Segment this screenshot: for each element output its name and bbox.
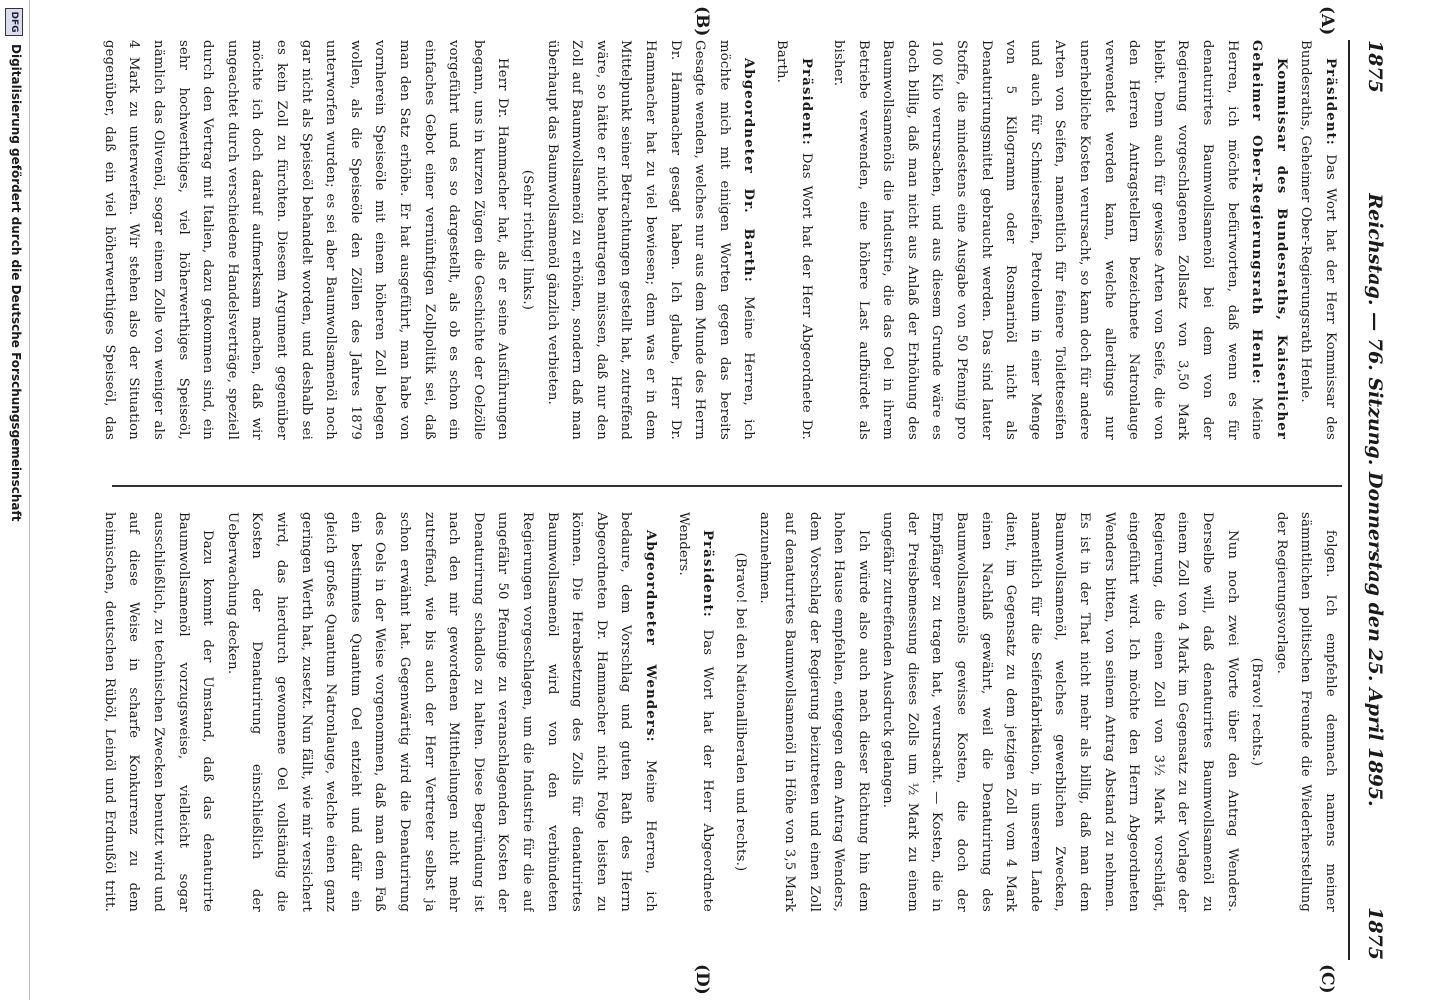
paragraph-text: Das Wort hat der Herr Abgeordnete Dr. Barth.: [773, 40, 814, 440]
paragraph: [826, 40, 1293, 440]
speaker-name: Abgeordneter Wenders:: [642, 530, 658, 743]
speaker-name: Kommissar des Bundesraths, Kaiserlicher Geheimer Ober-Regierungsrath Henle:: [1249, 40, 1289, 440]
paragraph-text: Meine Herren, ich möchte mich mit einigen Worten gegen das bereits Gesagte wenden, welches nur aus dem Munde des Herrn Dr. Hammacher gesagt haben. Ich glaube, Herr Dr. Hammacher hat zu viel bewiesen; denn was er in dem Mittelpunkt seiner Betrachtungen gestellt hat, zutreffend wäre, so hätte er nicht beantragen müssen, daß nur den Zoll auf Baumwollsamenöl zu erhöhen, sondern daß man überhaupt das Baumwollsamenöl gänzlich verbieten.: [544, 40, 757, 440]
paragraph: [768, 40, 817, 440]
paragraph-text: Meine Herren, ich möchte befürworten, daß wenn es für denaturirtes Baumwollsamenöl bei dem von der Regierung vorgeschlagenen Zollsatz von 3,50 Mark bleibt. Denn auch für gewisse Arten von Seife, die von den Herren Antragstellern bezeichnete Natronlauge verwendet werden kann, welche allerdings nur unerhebliche Kosten verursacht, so kann doch für andere Arten von Seifen, namentlich für feinere Toiletteseifen und auch für Schmierseifen, Petroleum in einer Menge von 5 Kilogramm oder Rosmarinöl nicht als Denaturirungsmittel gebraucht werden. Das sind lauter Stoffe, die mindestens eine Ausgabe von 50 Pfennig pro 100 Kilo verursachen, und aus diesem Grunde wäre es doch billig, daß man nicht aus Anlaß der Erhöhung des Baumwollsamenöls die Industrie, die das Oel in ihrem Betriebe verwenden, eine höhere Last aufbürdet als bisher.: [831, 40, 1265, 440]
speaker-name: Präsident:: [700, 530, 716, 619]
paragraph-text: Meine Herren, ich bedaure, dem Vorschlag und guten Rath des Herrn Abgeordneten Dr. Hammacher nicht Folge leisten zu können. Die Herabsetzung des Zolls für denaturirtes Baumwollsamenöl wird von den verbündeten Regierungen vorgeschlagen, um die Industrie für die auf ungefähr 50 Pfennige zu veranschlagenden Kosten der Denaturirung schadlos zu halten. Diese Begründung ist nach den mir gewordenen Mittheilungen nicht mehr zutreffend, wie bis auch der Herr Vertreter selbst ja schon erwähnt hat. Gegenwärtig wird die Denaturirung des Oels in der Weise vorgenommen, daß man dem Faß ein bestimmtes Quantum Oel entzieht und dafür ein gleich großes Quantum Natronlauge, welche einen ganz geringen Werth hat, zusetzt. Nun fällt, wie mir versichert wird, das hierdurch gewonnene Oel vollständig die Kosten der Denaturirung einschließlich der Ueberwachung decken.: [224, 512, 658, 912]
page-number-right: 1875: [1364, 907, 1386, 960]
speaker-name: Präsident:: [798, 58, 814, 147]
text-column-left: [102, 40, 1342, 440]
paragraph: [670, 512, 719, 912]
margin-marker-d: (D): [692, 964, 712, 995]
speaker-name: Präsident:: [1323, 58, 1338, 147]
text-column-right: [102, 512, 1342, 912]
margin-marker-a: (A): [1317, 6, 1337, 36]
interjection: (Sehr richtig! links.): [520, 169, 535, 311]
margin-marker-b: (B): [692, 6, 712, 37]
page-header: [1348, 40, 1396, 960]
paragraph-text: Das Wort hat der Herr Kommissar des Bundesraths, Geheimer Ober-Regierungsrath Henle.: [1298, 40, 1338, 440]
interjection: (Bravo! bei den Nationalliberalen und rechts.): [732, 552, 748, 872]
paragraph: folgen. Ich empfehle demnach namens meiner sämmtlichen politischen Freunde die Wiederherstellung der Regierungsvorlage.: [1273, 512, 1338, 912]
paragraph: [219, 512, 662, 912]
funding-note: Digitalisierung gefördert durch die Deutsche Forschungsgemeinschaft: [9, 44, 23, 522]
paragraph: Dazu kommt der Umstand, daß das denaturirte Baumwollsamenöl vorzugsweise, vielleicht sogar ausschließlich, zu technischen Zwecken benutzt wird und auf diese Weise in scharfe Konkurrenz zu dem heimischen, deutschen Rüböl, Leinöl und Erdnußöl tritt.: [102, 512, 216, 912]
interjection: (Bravo! rechts.): [1249, 657, 1265, 767]
paragraph-text: Das Wort hat der Herr Abgeordnete Wenders.: [675, 512, 716, 912]
paragraph: [539, 40, 760, 440]
paragraph: Nun noch zwei Worte über den Antrag Wenders. Derselbe will, daß denaturirtes Baumwollsamenöl zu einem Zoll von 4 Mark im Gegensatz zu der Vorlage der Regierung, die einen Zoll von 3½ Mark vorschlägt, eingeführt wird. Ich möchte den Herrn Abgeordneten Wenders bitten, von seinem Antrag Abstand zu nehmen. Es ist in der That nicht mehr als billig, daß man dem Baumwollsamenöl, welches gewerblichen Zwecken, namentlich für die Seifenfabrikation, in unserem Lande dient, im Gegensatz zu dem jetzigen Zoll vom 4 Mark einen Nachlaß gewährt, weil die Denaturirung des Baumwollsamenöls gewisse Kosten, die doch der Empfänger zu tragen hat, verursacht. — Kosten, die in der Preisbemessung dieses Zolls um ½ Mark zu einem ungefähr zutreffenden Ausdruck gelangen.: [880, 512, 1240, 912]
digitization-footer: [0, 0, 30, 1000]
margin-marker-c: (C): [1317, 964, 1337, 994]
column-divider: [112, 485, 1342, 487]
page-number-left: 1875: [1364, 40, 1386, 93]
paragraph: Ich würde also auch nach dieser Richtung hin dem hohen Hause empfehlen, entgegen dem Antrag Wenders, dem Vorschlag der Regierung beizutreten und einen Zoll auf denaturirtes Baumwollsamenöl in Höhe von 3,5 Mark anzunehmen.: [757, 512, 871, 912]
paragraph: Herr Dr. Hammacher hat, als er seine Ausführungen begann, uns in kurzen Zügen die Geschichte der Oelzölle vorgeführt und es so dargestellt, als ob es schon ein einfaches Gebot einer vernünftigen Zollpolitik sei, daß man den Satz erhöhe. Er hat ausgeführt, man habe von vornherein Speiseöle mit einem höheren Zoll belegen wollen, als die Speiseöle den Zöllen des Jahres 1879 unterworfen wurden; es sei aber Baumwollsamenöl noch gar nicht als Speiseöl behandelt worden, und deshalb sei es kein Zoll zu fürchten. Diesem Argument gegenüber möchte ich doch darauf aufmerksam machen, daß wir ungeachtet durch verschiedene Handelsverträge, speziell durch den Vertrag mit Italien, dazu gekommen sind, ein sehr hochwerthiges, viel höherwerthiges Speiseöl, nämlich das Olivenöl, sogar einem Zolle von weniger als 4 Mark zu unterwerfen. Wir stehen also der Situation gegenüber, daß ein viel höherwerthiges Speiseöl, das: [102, 40, 511, 440]
dfg-logo: DFG: [5, 8, 23, 36]
running-title: Reichstag. — 76. Sitzung. Donnerstag den 25. April 1895.: [1364, 193, 1386, 807]
speaker-name: Abgeordneter Dr. Barth:: [741, 58, 757, 283]
paragraph: [1293, 40, 1342, 440]
